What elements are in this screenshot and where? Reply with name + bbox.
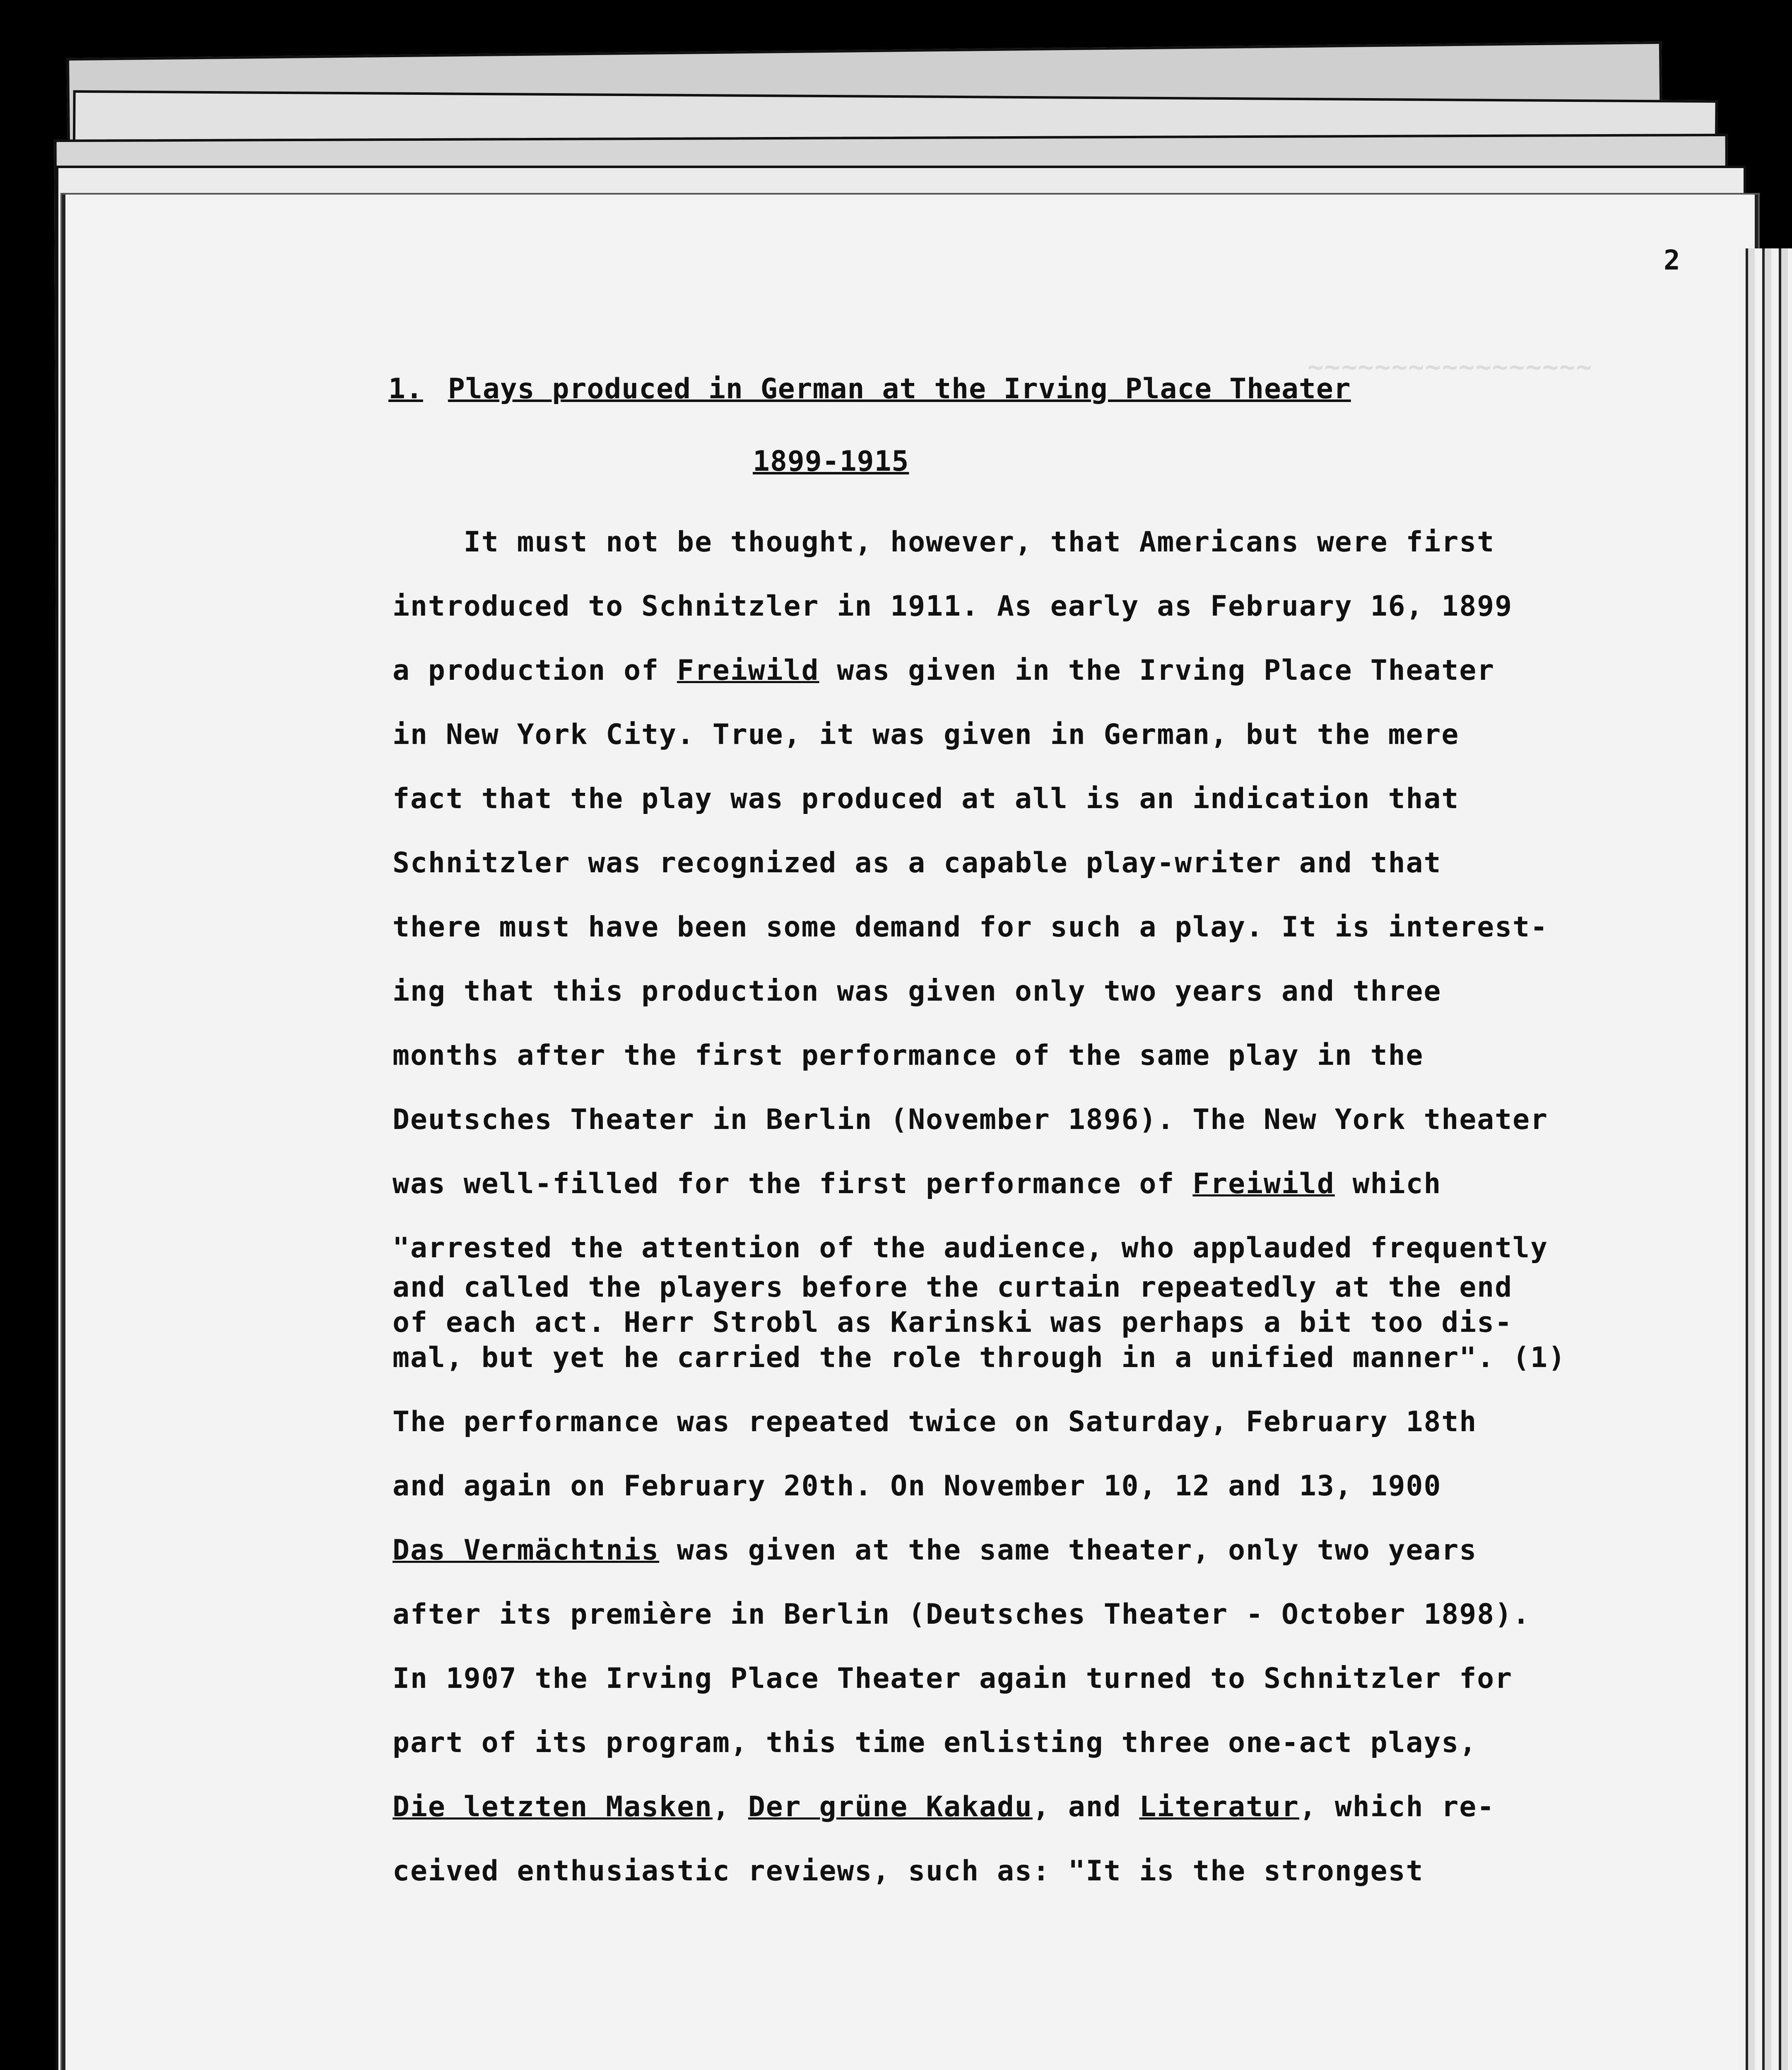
line-text: part of its program, this time enlisting three one-act plays, <box>393 1726 1477 1759</box>
body-line <box>393 1598 1530 1631</box>
line-text: "arrested the attention of the audience, who applauded frequently <box>393 1232 1549 1264</box>
play-title: Freiwild <box>677 654 819 687</box>
body-line <box>393 1534 1477 1567</box>
body-line <box>393 1470 1441 1502</box>
body-line <box>393 1232 1548 1264</box>
line-text: was well-filled for the first performance of <box>393 1167 1193 1200</box>
page-edges <box>1738 248 1792 2070</box>
body-line <box>393 1167 1441 1200</box>
line-text: , and <box>1032 1791 1139 1823</box>
line-text: In 1907 the Irving Place Theater again turned to Schnitzler for <box>393 1662 1513 1695</box>
play-title: Literatur <box>1139 1791 1299 1823</box>
line-text: and called the players before the curtain repeatedly at the end <box>393 1271 1513 1304</box>
line-text: a production of <box>393 654 677 687</box>
body-line <box>393 911 1548 944</box>
body-line <box>393 847 1441 879</box>
body-line <box>393 1039 1424 1072</box>
line-text: was given at the same theater, only two years <box>659 1534 1477 1567</box>
line-text: Schnitzler was recognized as a capable play-writer and that <box>393 847 1442 879</box>
line-text: after its première in Berlin (Deutsches Theater - October 1898). <box>393 1598 1531 1631</box>
line-text: was given in the Irving Place Theater <box>819 654 1495 687</box>
section-heading <box>388 373 1351 405</box>
show-through-text: ~~~~~~~~~~~~~~~~~ <box>1308 352 1593 383</box>
line-text: , which re- <box>1299 1791 1495 1823</box>
line-text: introduced to Schnitzler in 1911. As early as February 16, 1899 <box>393 590 1513 623</box>
line-text: ceived enthusiastic reviews, such as: "It is the strongest <box>393 1855 1424 1887</box>
body-line <box>393 1791 1495 1823</box>
line-text: Deutsches Theater in Berlin (November 1896). The New York theater <box>393 1103 1549 1136</box>
line-text: The performance was repeated twice on Saturday, February 18th <box>393 1406 1477 1438</box>
body-line <box>393 718 1459 751</box>
play-title: Der grüne Kakadu <box>748 1791 1033 1823</box>
page-number: 2 <box>1664 244 1680 276</box>
body-line <box>393 782 1459 815</box>
line-text: there must have been some demand for such a play. It is interest- <box>393 911 1549 944</box>
body-line <box>393 590 1513 623</box>
body-line <box>393 1306 1513 1339</box>
typed-page <box>62 195 1758 2070</box>
body-line <box>393 1726 1477 1759</box>
body-line <box>393 526 1495 558</box>
section-number: 1. <box>388 373 423 405</box>
line-text: of each act. Herr Strobl as Karinski was perhaps a bit too dis- <box>393 1306 1513 1339</box>
play-title: Freiwild <box>1192 1167 1335 1200</box>
line-text: in New York City. True, it was given in German, but the mere <box>393 718 1460 751</box>
line-text: which <box>1334 1167 1442 1200</box>
line-text: mal, but yet he carried the role through in a unified manner". (1) <box>393 1341 1566 1374</box>
section-years: 1899-1915 <box>753 445 909 478</box>
line-text: and again on February 20th. On November 10, 12 and 13, 1900 <box>393 1470 1442 1502</box>
line-text: ing that this production was given only two years and three <box>393 975 1442 1008</box>
section-title: Plays produced in German at the Irving Place Theater <box>448 373 1351 405</box>
play-title: Die letzten Masken <box>393 1791 713 1823</box>
body-line <box>393 975 1441 1008</box>
body-line <box>393 1855 1424 1887</box>
line-text: fact that the play was produced at all is an indication that <box>393 782 1460 815</box>
body-line <box>393 1662 1513 1695</box>
body-line <box>393 1271 1513 1304</box>
body-line <box>393 1406 1477 1438</box>
body-line <box>393 1341 1566 1374</box>
body-line <box>393 654 1495 687</box>
play-title: Das Vermächtnis <box>393 1534 660 1567</box>
line-text: It must not be thought, however, that Americans were first <box>393 526 1495 558</box>
line-text: , <box>712 1791 748 1823</box>
body-line <box>393 1103 1548 1136</box>
line-text: months after the first performance of the same play in the <box>393 1039 1424 1072</box>
